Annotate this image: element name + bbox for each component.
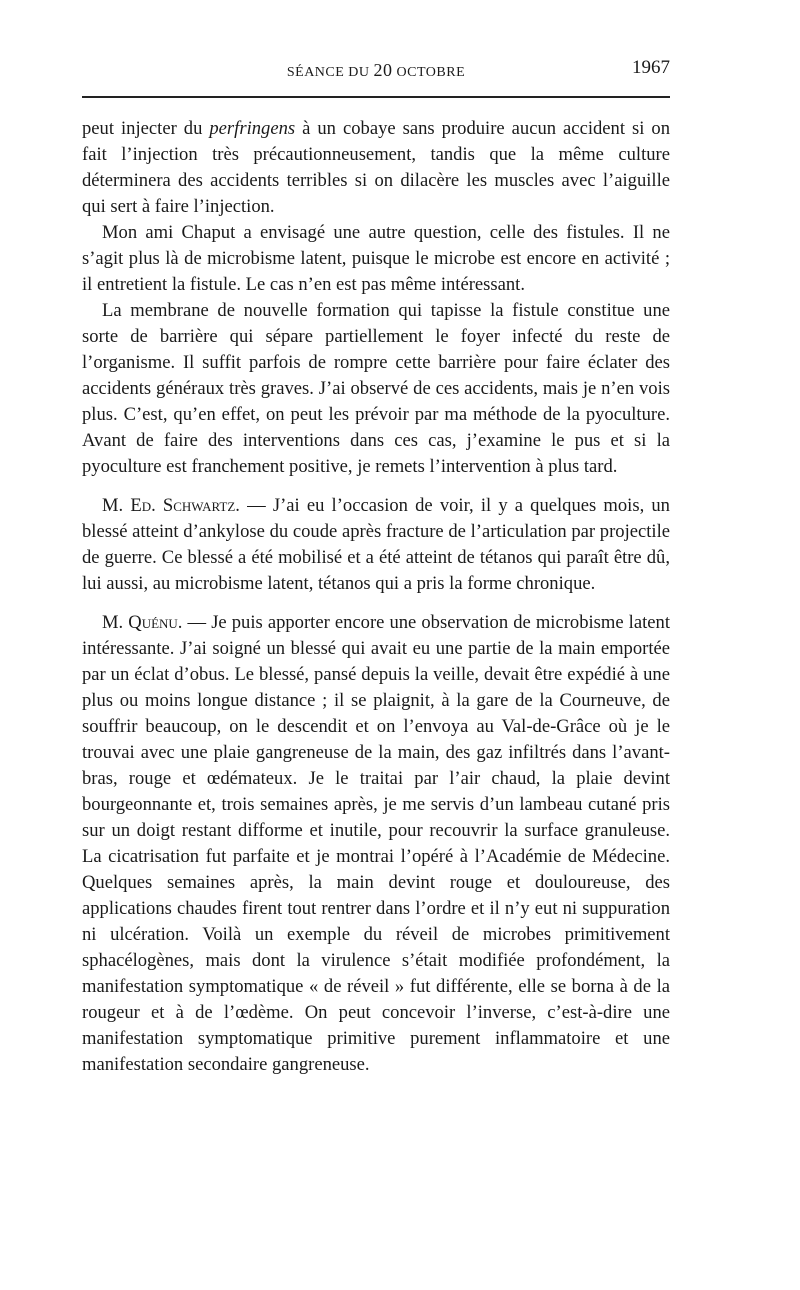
paragraph-1-end: à un cobaye sans produire aucun accident si on fait l’injection très précautionneusement, tandis que la même culture déterminera des accidents terribles si on dilacère les muscles avec l’aiguille qui sert à faire l’injection. bbox=[82, 118, 671, 217]
paragraph-continuation bbox=[82, 116, 670, 220]
quenu-remarks: — Je puis apporter encore une observation de microbisme latent intéressante. J’ai soigné un blessé qui avait eu une partie de la main emportée par un éclat d’obus. Le blessé, pansé depuis la veille, devait être expédié à une plus ou moins longue distance ; il se plaignit, à la gare de la Courneuve, de souffrir beaucoup, on le descendit et on l’envoya au Val-de-Grâce où je le trouvai avec une plaie gangreneuse de la main, des gaz infiltrés dans l’avant-bras, rouge et œdémateux. Je le traitai par l’air chaud, la plaie devint bourgeonnante et, trois semaines après, je me servis d’un lambeau cutané pris sur un doigt restant difforme et inutile, pour recouvrir la surface granuleuse. La cicatrisation fut parfaite et je montrai l’opéré à l’Académie de Médecine. Quelques semaines après, la main devint rouge et douloureuse, des applications chaudes firent tout rentrer dans l’ordre et il n’y eut ni suppuration ni ulcération. Voilà un exemple du réveil de microbes primitivement sphacélogènes, mais dont la virulence s’était modifiée profondément, la manifestation symptomatique « de réveil » fut différente, elle se borna à de la rougeur et à de l’œdème. On peut concevoir l’inverse, c’est-à-dire une manifestation symptomatique primitive purement inflammatoire et une manifestation secondaire gangreneuse. bbox=[82, 612, 670, 1075]
paragraph-1-start: peut injecter du bbox=[82, 118, 210, 139]
speaker-name-quenu: Quénu. bbox=[128, 612, 183, 633]
paragraph-membrane: La membrane de nouvelle formation qui tapisse la fistule constitue une sorte de barrière qui sépare partiellement le foyer infecté du reste de l’organisme. Il suffit parfois de rompre cette barrière pour faire éclater des accidents généraux très graves. J’ai observé de ces accidents, mais je n’en vois plus. C’est, qu’en effet, on peut les prévoir par ma méthode de la pyoculture. Avant de faire des interventions dans ces cas, j’examine le pus et si la pyoculture est franchement positive, je remets l’intervention à plus tard. bbox=[82, 300, 670, 477]
speaker-name-schwartz: Ed. Schwartz. bbox=[130, 495, 240, 516]
schwartz-remarks: — J’ai eu l’occasion de voir, il y a quelques mois, un blessé atteint d’ankylose du coude après fracture de l’articulation par projectile de guerre. Ce blessé a été mobilisé et a été atteint de tétanos qui paraît être dû, lui aussi, au microbisme latent, tétanos qui a pris la forme chronique. bbox=[82, 495, 670, 594]
page-number: 1967 bbox=[632, 57, 670, 78]
speaker-prefix: M. bbox=[102, 612, 129, 633]
paragraph-schwartz bbox=[82, 493, 670, 597]
running-title-date: 20 bbox=[373, 60, 393, 80]
running-title-pre: SÉANCE DU bbox=[286, 65, 374, 80]
paragraph-fistules: Mon ami Chaput a envisagé une autre question, celle des fistules. Il ne s’agit plus là de microbisme latent, puisque le microbe est encore en activité ; il entretient la fistule. Le cas n’en est pas même intéressant. bbox=[82, 222, 670, 295]
running-head bbox=[82, 56, 670, 90]
running-title-month: OCTOBRE bbox=[392, 65, 466, 80]
header-rule bbox=[82, 96, 670, 98]
body-text bbox=[82, 116, 670, 1078]
running-title bbox=[82, 60, 670, 81]
italic-term: perfringens bbox=[209, 118, 296, 139]
speaker-prefix: M. bbox=[102, 495, 131, 516]
paragraph-quenu bbox=[82, 610, 670, 1078]
page bbox=[82, 56, 671, 1075]
